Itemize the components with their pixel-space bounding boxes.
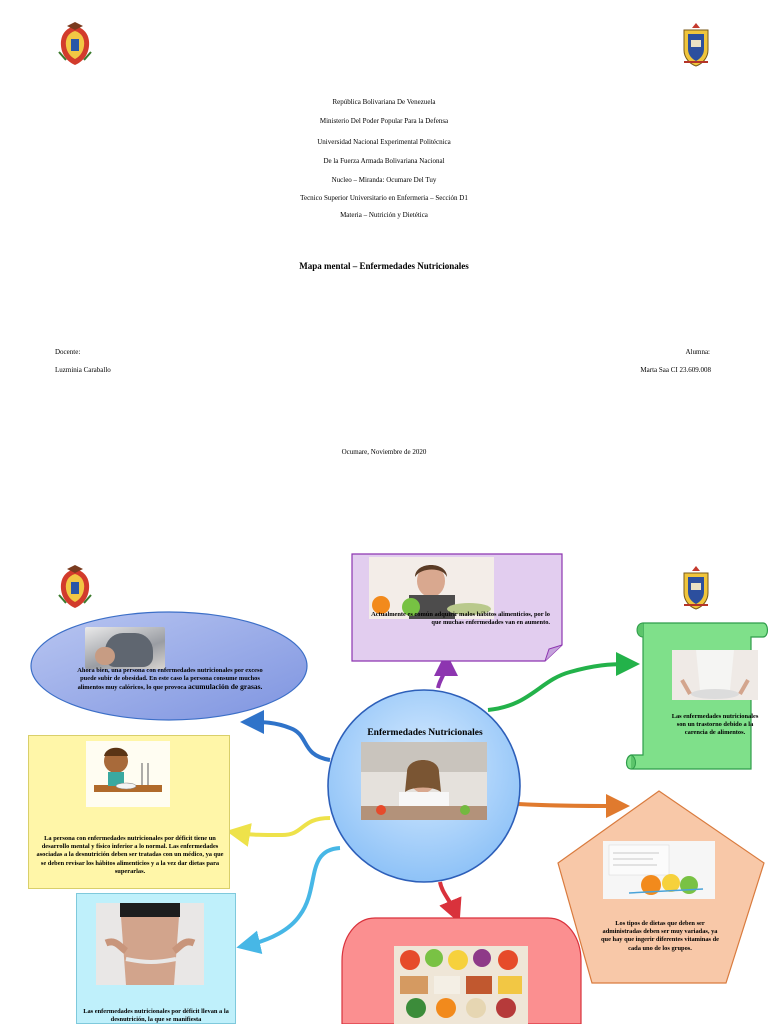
docente-name: Luzminia Caraballo <box>55 366 111 374</box>
woman-fruit-image <box>369 557 494 619</box>
deficiency-text: Las enfermedades nutricionales son un trastorno debido a la carencia de alimentos. <box>671 713 759 737</box>
connector-red <box>440 882 455 912</box>
alumna-name: Marta Saa CI 23.609.008 <box>640 366 711 374</box>
header-line-6: Tecnico Superior Universitario en Enfermeria – Sección D1 <box>300 194 468 202</box>
malnutrition-text: Las enfermedades nutricionales por déficit llevan a la desnutrición, la que se manifiesta <box>83 1008 229 1024</box>
worried-woman-image <box>361 742 487 820</box>
connector-blue <box>252 722 330 760</box>
obesity-text-main: Ahora bien, una persona con enfermedades nutricionales por exceso puede subir de obesidad. En este caso la persona consume muchos alimentos muy calóricos, lo que provoca <box>77 667 263 692</box>
food-variety-image <box>394 946 528 1024</box>
woman-empty-plate-image <box>672 650 758 700</box>
header-line-7: Materia – Nutrición y Dietética <box>340 211 428 219</box>
deficit-text: La persona con enfermedades nutricionales por déficit tiene un desarrollo mental y físico inferior a lo normal. Las enfermedades asociadas a la desnutrición deben ser tratadas con un médico, ya que se deben revisar los hábitos alimenticios y a la vez dar dietas para superarlas. <box>36 835 224 875</box>
header-line-5: Nucleo – Miranda: Ocumare Del Tuy <box>331 176 437 184</box>
shield-crest-icon <box>680 22 712 68</box>
diets-text: Los tipos de dietas que deben ser administradas deben ser muy variadas, ya que hay que ingerir diferentes vitaminas de cada uno de los grupos. <box>601 920 719 952</box>
header-line-2: Ministerio Del Poder Popular Para la Defensa <box>319 117 449 125</box>
header-line-3: Universidad Nacional Experimental Politécnica <box>317 138 451 146</box>
university-seal-icon <box>56 22 94 68</box>
obesity-oval <box>29 610 309 722</box>
center-title: Enfermedades Nutricionales <box>367 728 483 738</box>
alumna-label: Alumna: <box>685 348 710 356</box>
place-date: Ocumare, Noviembre de 2020 <box>341 448 427 456</box>
page-title: Mapa mental – Enfermedades Nutricionales <box>299 261 469 271</box>
fruit-notes-image <box>603 841 715 899</box>
obese-person-image <box>85 627 165 669</box>
header-line-1: República Bolivariana De Venezuela <box>332 98 436 106</box>
habits-text: Actualmente es común adquirir malos hábitos alimenticios, por lo que muchas enfermedades van en aumento. <box>371 611 550 627</box>
obesity-text-emphasis: acumulación de grasas. <box>188 682 263 692</box>
docente-label: Docente: <box>55 348 81 356</box>
obesity-text <box>70 667 270 693</box>
connector-yellow <box>238 818 330 835</box>
child-eating-illustration <box>86 741 170 807</box>
thin-waist-image <box>96 903 204 985</box>
header-line-4: De la Fuerza Armada Bolivariana Nacional <box>323 157 445 165</box>
connector-purple <box>438 664 446 688</box>
